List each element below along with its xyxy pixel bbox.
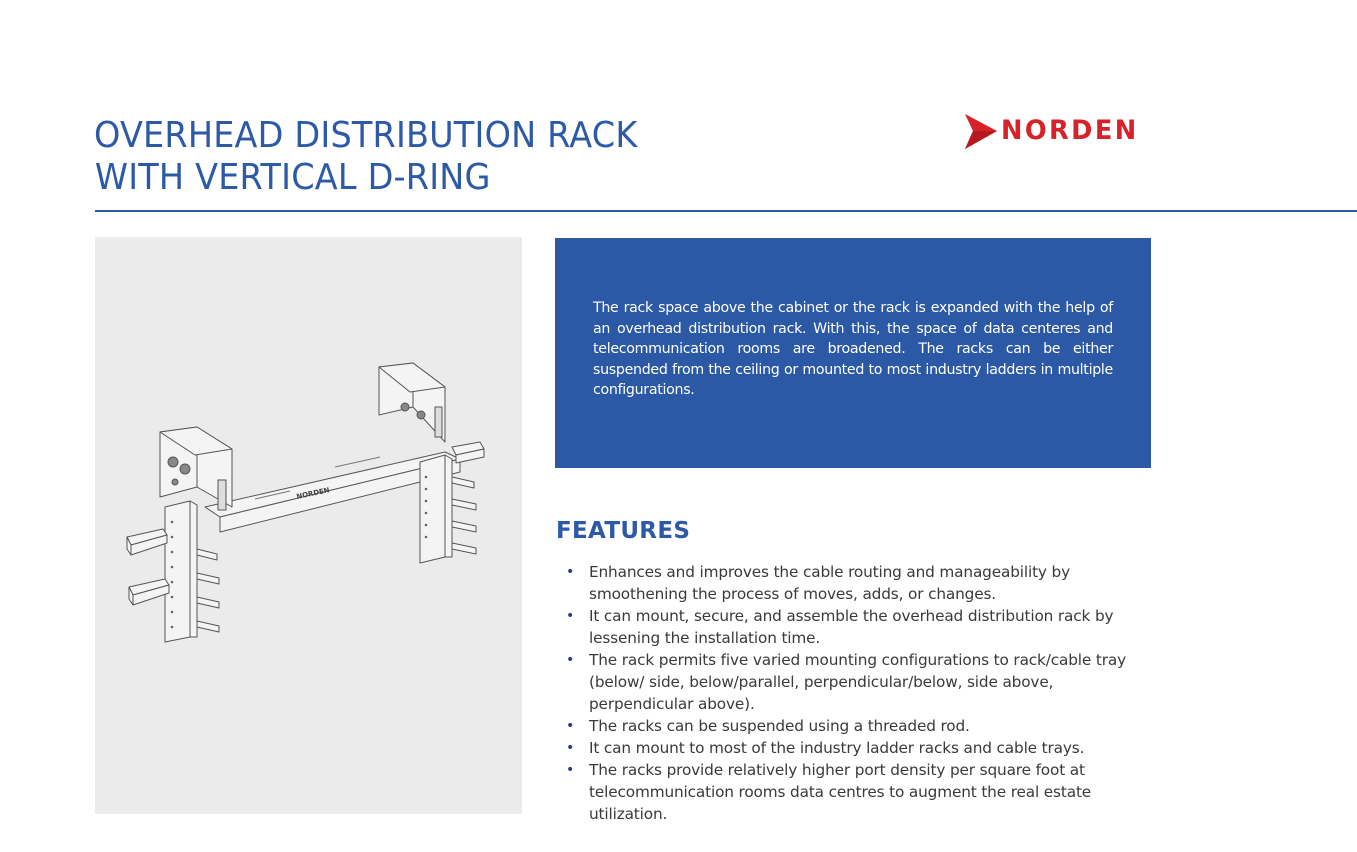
brand-logo — [963, 112, 1163, 152]
list-item — [566, 715, 1146, 737]
feature-text: The racks provide relatively higher port density per square foot at telecommunication rooms data centres to augment the real estate utilization. — [589, 761, 1092, 823]
bullet-icon: • — [566, 740, 575, 756]
product-image — [95, 237, 522, 814]
rack-engraved-label: NORDEN — [295, 486, 331, 501]
feature-text: It can mount to most of the industry ladder racks and cable trays. — [589, 739, 1085, 757]
description-box — [555, 238, 1151, 468]
list-item — [566, 649, 1146, 715]
brand-name: NORDEN — [1001, 115, 1139, 146]
feature-text: It can mount, secure, and assemble the overhead distribution rack by lessening the installation time. — [589, 607, 1114, 647]
bullet-icon: • — [566, 564, 575, 580]
page-title-line-1: OVERHEAD DISTRIBUTION RACK — [94, 115, 638, 156]
feature-text: The racks can be suspended using a threaded rod. — [589, 717, 970, 735]
bullet-icon: • — [566, 652, 575, 668]
norden-arrow-logo-icon — [963, 112, 999, 152]
bullet-icon: • — [566, 608, 575, 624]
bullet-icon: • — [566, 762, 575, 778]
list-item — [566, 605, 1146, 649]
feature-text: The rack permits five varied mounting configurations to rack/cable tray (below/ side, below/parallel, perpendicular/below, side above, perpendicular above). — [589, 651, 1126, 713]
list-item — [566, 561, 1146, 605]
page-title-line-2: WITH VERTICAL D-RING — [94, 157, 491, 198]
page-title — [94, 115, 637, 199]
features-heading: FEATURES — [556, 518, 691, 544]
header-divider — [95, 210, 1357, 212]
description-text: The rack space above the cabinet or the rack is expanded with the help of an overhead distribution rack. With this, the space of data centeres and telecommunication rooms are broadened. The racks can be either suspended from the ceiling or mounted to most industry ladders in multiple configurations. — [593, 300, 1113, 398]
bullet-icon: • — [566, 718, 575, 734]
feature-text: Enhances and improves the cable routing and manageability by smoothening the process of moves, adds, or changes. — [589, 563, 1071, 603]
overhead-distribution-rack-illustration-icon — [95, 237, 522, 814]
list-item — [566, 759, 1146, 825]
features-list — [566, 561, 1146, 825]
list-item — [566, 737, 1146, 759]
